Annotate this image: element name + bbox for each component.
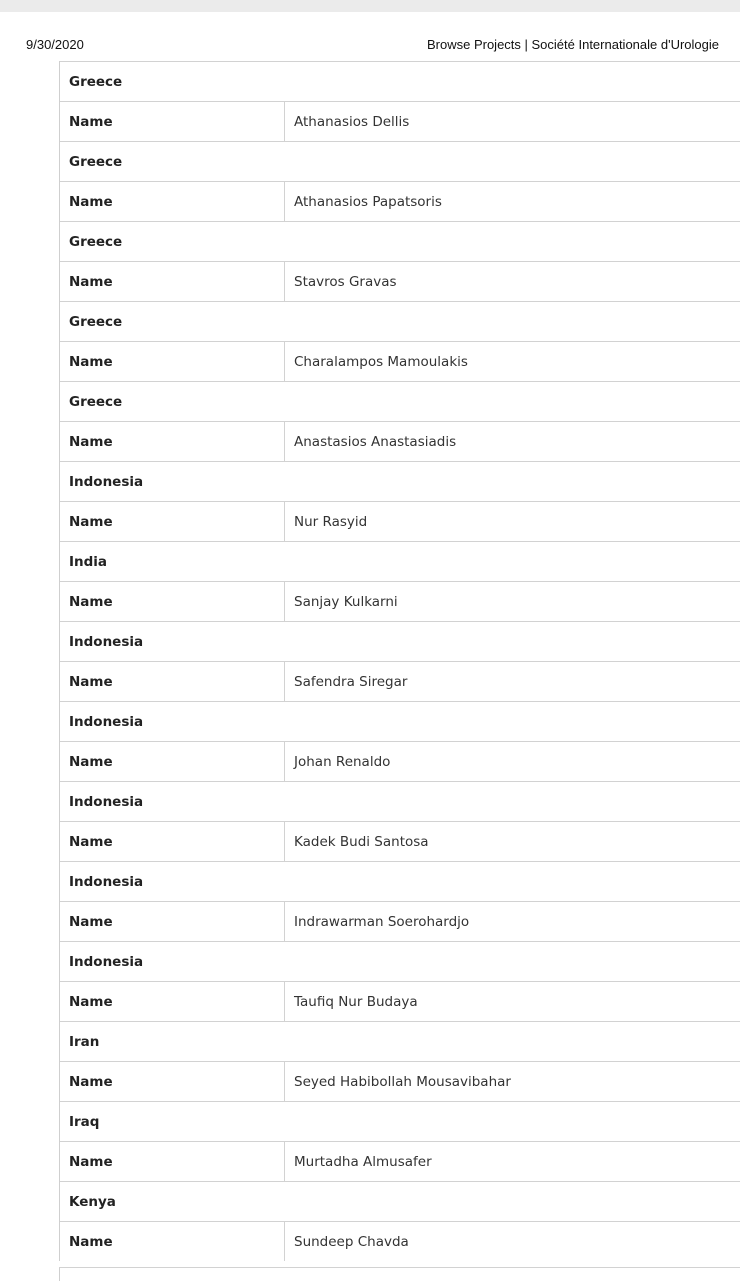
name-row: [60, 981, 740, 1021]
name-label: Name: [60, 102, 285, 141]
name-value: Murtadha Almusafer: [294, 1153, 432, 1170]
name-value: Safendra Siregar: [294, 673, 408, 690]
name-value: Taufiq Nur Budaya: [294, 993, 418, 1010]
name-value: Sanjay Kulkarni: [294, 593, 398, 610]
name-label: Name: [60, 342, 285, 381]
name-row: [60, 181, 740, 221]
name-value: Sundeep Chavda: [294, 1233, 409, 1250]
country-row: Indonesia: [60, 781, 740, 821]
name-label: Name: [60, 1142, 285, 1181]
country-row: Iraq: [60, 1101, 740, 1141]
records-table: [59, 61, 740, 1261]
page-title: Browse Projects | Société Internationale d'Urologie: [426, 37, 719, 52]
country-row: Indonesia: [60, 621, 740, 661]
country-row: Greece: [60, 301, 740, 341]
name-label: Name: [60, 262, 285, 301]
name-row: [60, 1141, 740, 1181]
name-row: [60, 1061, 740, 1101]
name-label: Name: [60, 502, 285, 541]
name-value: Anastasios Anastasiadis: [294, 433, 457, 450]
name-label: Name: [60, 822, 285, 861]
country-row: Indonesia: [60, 701, 740, 741]
name-label: Name: [60, 422, 285, 461]
name-value: Nur Rasyid: [294, 513, 368, 530]
name-value: Charalampos Mamoulakis: [294, 353, 468, 370]
country-row: Greece: [60, 381, 740, 421]
name-row: [60, 1221, 740, 1261]
country-row: Greece: [60, 61, 740, 101]
name-label: Name: [60, 182, 285, 221]
name-value: Johan Renaldo: [294, 753, 391, 770]
name-value: Seyed Habibollah Mousavibahar: [294, 1073, 511, 1090]
country-row: Indonesia: [60, 941, 740, 981]
name-label: Name: [60, 662, 285, 701]
name-label: Name: [60, 1222, 285, 1261]
name-label: Name: [60, 982, 285, 1021]
name-label: Name: [60, 582, 285, 621]
country-row: Indonesia: [60, 861, 740, 901]
name-row: [60, 901, 740, 941]
name-row: [60, 421, 740, 461]
name-value: Indrawarman Soerohardjo: [294, 913, 470, 930]
country-row: Greece: [60, 141, 740, 181]
name-row: [60, 101, 740, 141]
name-row: [60, 661, 740, 701]
name-row: [60, 261, 740, 301]
name-label: Name: [60, 902, 285, 941]
name-value: Athanasios Papatsoris: [294, 193, 442, 210]
country-row: Iran: [60, 1021, 740, 1061]
name-row: [60, 821, 740, 861]
name-row: [60, 581, 740, 621]
name-label: Name: [60, 742, 285, 781]
name-label: Name: [60, 1062, 285, 1101]
name-value: Kadek Budi Santosa: [294, 833, 429, 850]
country-row: Indonesia: [60, 461, 740, 501]
country-row: Kenya: [60, 1181, 740, 1221]
country-row: India: [60, 541, 740, 581]
name-row: [60, 341, 740, 381]
name-row: [60, 741, 740, 781]
name-row: [60, 501, 740, 541]
print-date: 9/30/2020: [26, 37, 84, 52]
country-row: Greece: [60, 221, 740, 261]
name-value: Stavros Gravas: [294, 273, 397, 290]
table-row: [59, 1267, 740, 1281]
name-value: Athanasios Dellis: [294, 113, 410, 130]
top-band: [0, 0, 740, 12]
